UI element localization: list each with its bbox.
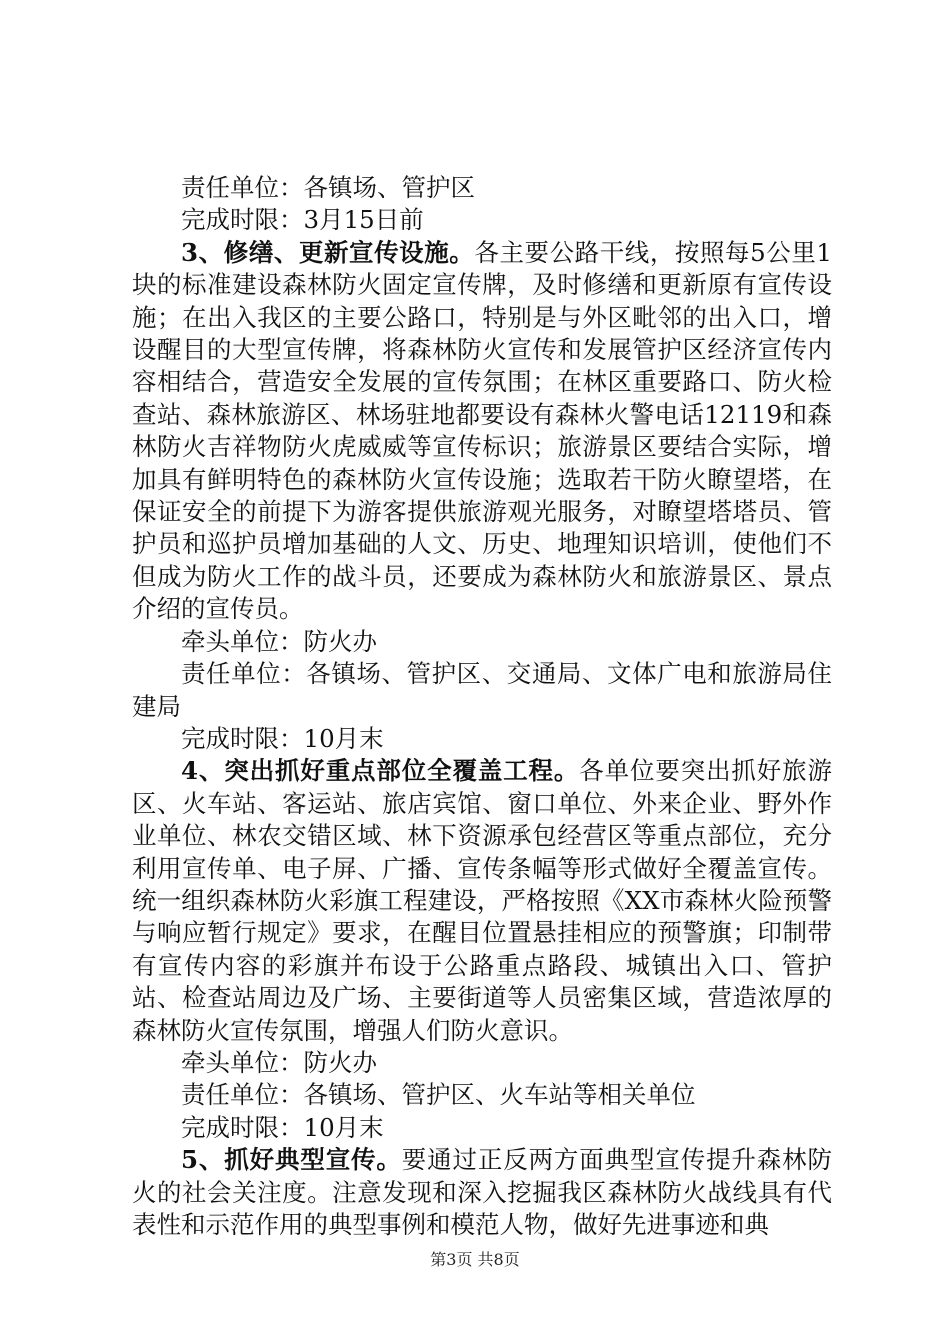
page-number-footer: 第3页 共8页 xyxy=(430,1250,520,1269)
document-body xyxy=(132,172,832,1241)
item-5-heading: 5、抓好典型宣传。 xyxy=(181,1145,402,1175)
paragraph-deadline-3: 完成时限：10月末 xyxy=(181,723,384,753)
item-4-heading: 4、突出抓好重点部位全覆盖工程。 xyxy=(181,756,580,786)
item-3-body: 各主要公路干线，按照每5公里1块的标准建设森林防火固定宣传牌，及时修缮和更新原有宣传设施；在出入我区的主要公路口，特别是与外区毗邻的出入口，增设醒目的大型宣传牌，将森林防火宣传和发展管护区经济宣传内容相结合，营造安全发展的宣传氛围；在林区重要路口、防火检查站、森林旅游区、林场驻地都要设有森林火警电话12119和森林防火吉祥物防火虎威威等宣传标识；旅游景区要结合实际，增加具有鲜明特色的森林防火宣传设施；选取若干防火瞭望塔，在保证安全的前提下为游客提供旅游观光服务，对瞭望塔塔员、管护员和巡护员增加基础的人文、历史、地理知识培训，使他们不但成为防火工作的战斗员，还要成为森林防火和旅游景区、景点介绍的宣传员。 xyxy=(132,237,832,624)
paragraph-lead-unit-4: 牵头单位：防火办 xyxy=(181,1047,377,1077)
paragraph-lead-unit-3: 牵头单位：防火办 xyxy=(181,626,377,656)
paragraph-responsible-unit-3: 责任单位：各镇场、管护区、交通局、文体广电和旅游局住建局 xyxy=(132,659,832,721)
item-5-body: 要通过正反两方面典型宣传提升森林防火的社会关注度。注意发现和深入挖掘我区森林防火战线具有代表性和示范作用的典型事例和模范人物，做好先进事迹和典 xyxy=(132,1145,833,1239)
paragraph-item-5 xyxy=(132,1144,832,1241)
item-4-body: 各单位要突出抓好旅游区、火车站、客运站、旅店宾馆、窗口单位、外来企业、野外作业单位、林农交错区域、林下资源承包经营区等重点部位，充分利用宣传单、电子屏、广播、宣传条幅等形式做好全覆盖宣传。统一组织森林防火彩旗工程建设，严格按照《XX市森林火险预警与响应暂行规定》要求，在醒目位置悬挂相应的预警旗；印制带有宣传内容的彩旗并布设于公路重点路段、城镇出入口、管护站、检查站周边及广场、主要街道等人员密集区域，营造浓厚的森林防火宣传氛围，增强人们防火意识。 xyxy=(132,756,833,1045)
paragraph-responsible-unit-4: 责任单位：各镇场、管护区、火车站等相关单位 xyxy=(181,1080,696,1110)
paragraph-item-4 xyxy=(132,755,832,1047)
paragraph-item-3 xyxy=(132,237,832,626)
paragraph-deadline-1: 完成时限：3月15日前 xyxy=(181,205,424,235)
paragraph-responsible-unit-1: 责任单位：各镇场、管护区 xyxy=(181,173,475,202)
paragraph-deadline-4: 完成时限：10月末 xyxy=(181,1112,384,1142)
item-3-heading: 3、修缮、更新宣传设施。 xyxy=(181,237,475,267)
